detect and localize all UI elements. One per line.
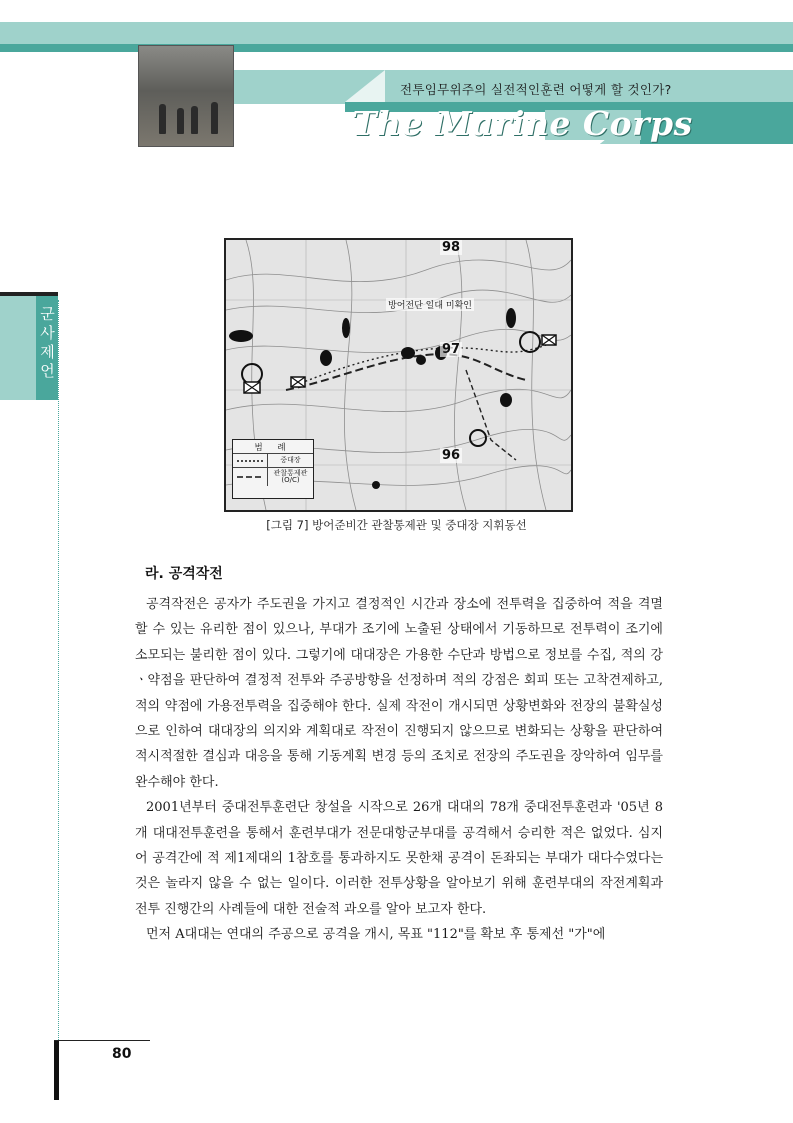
footer-bar xyxy=(54,1040,59,1100)
legend-title: 범 례 xyxy=(254,442,292,453)
side-dotted-rule xyxy=(58,300,59,1040)
paragraph: 2001년부터 중대전투훈련단 창설을 시작으로 26개 대대의 78개 중대전투훈련과 '05년 8개 대대전투훈련을 통해서 훈련부대가 전문대항군부대를 공격해서 승리한 적은 없었다. 심지어 공격간에 적 제1제대의 1참호를 통과하지도 못한채 공격이 돈좌되는 부대가 대다수였다는 것은 놀라지 않을 수 없는 일이다. 이러한 전투상황을 알아보기 위해 훈련부대의 작전계획과 전투 진행간의 사례들에 대한 전술적 과오를 알아 보고자 한다. xyxy=(135,800,663,917)
body-text xyxy=(135,592,663,948)
footer-rule xyxy=(54,1040,150,1041)
map-grid-number: 98 xyxy=(442,240,461,255)
map-grid-number: 96 xyxy=(442,448,461,463)
map-legend xyxy=(232,439,314,499)
legend-item-company-commander: 중대장 xyxy=(280,456,301,464)
header-photo xyxy=(138,45,234,147)
legend-item-observer-controller: 관찰통제관 (O/C) xyxy=(273,469,308,484)
header-subtitle: 전투임무위주의 실전적인훈련 어떻게 할 것인가? xyxy=(400,82,672,97)
page-number: 80 xyxy=(112,1046,132,1062)
side-tab-label: 군사제언 xyxy=(38,306,56,382)
paragraph: 먼저 A대대는 연대의 주공으로 공격을 개시, 목표 "112"를 확보 후 통제선 "가"에 xyxy=(146,927,606,943)
map-grid-number: 97 xyxy=(442,342,461,357)
figure-caption: [그림 7] 방어준비간 관찰통제관 및 중대장 지휘동선 xyxy=(266,518,527,532)
header-title: The Marine Corps xyxy=(352,104,693,143)
map-annotation: 방어전단 일대 미확인 xyxy=(386,298,474,311)
paragraph: 공격작전은 공자가 주도권을 가지고 결정적인 시간과 장소에 전투력을 집중하여 적을 격멸 할 수 있는 유리한 점이 있으나, 부대가 조기에 노출된 상태에서 기동하므로 전투력이 조기에 소모되는 불리한 점이 있다. 그렇기에 대대장은 가용한 수단과 방법으로 정보를 수집, 적의 강ㆍ약점을 판단하여 결정적 전투와 주공방향을 선정하며 적의 강점은 회피 또는 고착견제하고, 적의 약점에 가용전투력을 집중해야 한다. 실제 작전이 개시되면 상황변화와 전장의 불확실성으로 인하여 대대장의 의지와 계획대로 작전이 진행되지 않으므로 변화되는 상황을 판단하여 적시적절한 결심과 대응을 통해 기동계획 변경 등의 조치로 전장의 주도권을 장악하여 임무를 완수해야 한다. xyxy=(135,597,663,790)
map-figure xyxy=(224,238,573,512)
section-heading: 라. 공격작전 xyxy=(145,566,223,582)
